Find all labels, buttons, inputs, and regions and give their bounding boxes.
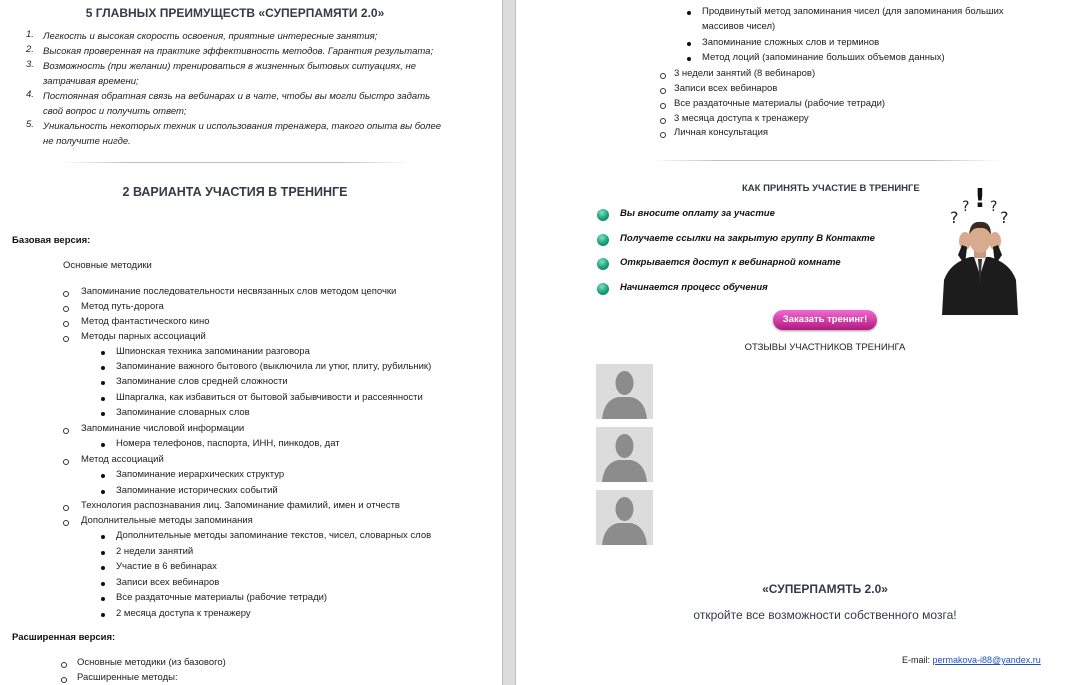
step-text: Вы вносите оплату за участие bbox=[620, 208, 775, 219]
variants-title: 2 ВАРИАНТА УЧАСТИЯ В ТРЕНИНГЕ bbox=[122, 185, 348, 199]
dot-bullet-icon bbox=[101, 566, 105, 570]
dot-bullet-icon bbox=[101, 490, 105, 494]
basic-version-label: Базовая версия: bbox=[12, 235, 91, 246]
dot-bullet-icon bbox=[101, 474, 105, 478]
dot-bullet-icon bbox=[101, 412, 105, 416]
email-link[interactable]: permakova-i88@yandex.ru bbox=[932, 655, 1041, 665]
thinking-man-illustration bbox=[940, 185, 1020, 315]
sub-list-item: Номера телефонов, паспорта, ИНН, пинкодов, дат bbox=[116, 438, 340, 449]
sub-list-item: 2 недели занятий bbox=[116, 546, 194, 557]
reviewer-avatar bbox=[596, 427, 653, 482]
list-item: Личная консультация bbox=[674, 127, 769, 138]
advantage-number: 1. bbox=[26, 29, 34, 40]
right-page bbox=[516, 0, 1065, 685]
advantage-text: Высокая проверенная на практике эффективность методов. Гарантия результата; bbox=[43, 46, 434, 57]
exclamation-icon: ! bbox=[974, 185, 986, 214]
list-item: 3 месяца доступа к тренажеру bbox=[674, 113, 809, 124]
dot-bullet-icon bbox=[687, 42, 691, 46]
list-item: Основные методики (из базового) bbox=[77, 657, 226, 668]
dot-bullet-icon bbox=[101, 613, 105, 617]
sub-list-item: Запоминание сложных слов и терминов bbox=[702, 37, 880, 48]
advantage-text: свой вопрос и получить ответ; bbox=[43, 106, 187, 117]
left-page bbox=[0, 0, 502, 685]
circle-bullet-icon bbox=[660, 118, 666, 124]
step-text: Получаете ссылки на закрытую группу В Контакте bbox=[620, 233, 875, 244]
sub-list-item: Все раздаточные материалы (рабочие тетради) bbox=[116, 592, 328, 603]
dot-bullet-icon bbox=[101, 597, 105, 601]
list-item: Дополнительные методы запоминания bbox=[81, 515, 253, 526]
advantages-title: 5 ГЛАВНЫХ ПРЕИМУЩЕСТВ «СУПЕРПАМЯТИ 2.0» bbox=[85, 6, 385, 20]
sub-list-item: Участие в 6 вебинарах bbox=[116, 561, 217, 572]
question-mark-icon: ? bbox=[950, 208, 959, 227]
dot-bullet-icon bbox=[101, 366, 105, 370]
advantage-number: 4. bbox=[26, 89, 34, 100]
dot-bullet-icon bbox=[101, 582, 105, 586]
user-silhouette-icon bbox=[596, 490, 653, 545]
step-bullet-icon bbox=[597, 234, 609, 246]
sub-list-item: Запоминание слов средней сложности bbox=[116, 376, 288, 387]
circle-bullet-icon bbox=[63, 291, 69, 297]
divider bbox=[60, 162, 410, 163]
basic-methods-label: Основные методики bbox=[63, 260, 152, 271]
advantage-text: Постоянная обратная связь на вебинарах и в чате, чтобы вы могли быстро задать bbox=[43, 91, 431, 102]
sub-list-item: Запоминание важного бытового (выключила ли утюг, плиту, рубильник) bbox=[116, 361, 432, 372]
dot-bullet-icon bbox=[101, 535, 105, 539]
email-line bbox=[902, 655, 1041, 665]
sub-list-item: Запоминание исторических событий bbox=[116, 485, 278, 496]
advantage-text: Уникальность некоторых техник и использования тренажера, такого опыта вы более bbox=[43, 121, 442, 132]
advantage-text: затрачивая времени; bbox=[43, 76, 139, 87]
advantage-number: 5. bbox=[26, 119, 34, 130]
sub-list-item: Записи всех вебинаров bbox=[116, 577, 220, 588]
step-text: Начинается процесс обучения bbox=[620, 282, 768, 293]
step-bullet-icon bbox=[597, 258, 609, 270]
sub-list-item: Шпаргалка, как избавиться от бытовой забывчивости и рассеянности bbox=[116, 392, 423, 403]
list-item: 3 недели занятий (8 вебинаров) bbox=[674, 68, 816, 79]
sub-list-item: Продвинутый метод запоминания чисел (для запоминания больших bbox=[702, 6, 1004, 17]
list-item: Все раздаточные материалы (рабочие тетради) bbox=[674, 98, 886, 109]
circle-bullet-icon bbox=[63, 336, 69, 342]
list-item: Запоминание последовательности несвязанных слов методом цепочки bbox=[81, 286, 397, 297]
circle-bullet-icon bbox=[61, 677, 67, 683]
list-item: Записи всех вебинаров bbox=[674, 83, 778, 94]
circle-bullet-icon bbox=[63, 321, 69, 327]
circle-bullet-icon bbox=[63, 520, 69, 526]
sub-list-item: Метод лоций (запоминание больших объемов данных) bbox=[702, 52, 945, 63]
sub-list-item: Запоминание иерархических структур bbox=[116, 469, 285, 480]
slogan: откройте все возможности собственного мозга! bbox=[693, 608, 957, 622]
reviewer-avatar bbox=[596, 364, 653, 419]
dot-bullet-icon bbox=[101, 551, 105, 555]
page-gutter bbox=[502, 0, 516, 685]
sub-list-item: 2 месяца доступа к тренажеру bbox=[116, 608, 251, 619]
dot-bullet-icon bbox=[101, 351, 105, 355]
reviewer-avatar bbox=[596, 490, 653, 545]
circle-bullet-icon bbox=[63, 306, 69, 312]
dot-bullet-icon bbox=[101, 397, 105, 401]
advantage-text: Возможность (при желании) тренироваться в жизненных бытовых ситуациях, не bbox=[43, 61, 417, 72]
dot-bullet-icon bbox=[101, 443, 105, 447]
sub-list-item: массивов чисел) bbox=[702, 21, 776, 32]
user-silhouette-icon bbox=[596, 364, 653, 419]
circle-bullet-icon bbox=[660, 103, 666, 109]
reviews-title: ОТЗЫВЫ УЧАСТНИКОВ ТРЕНИНГА bbox=[744, 342, 906, 353]
list-item: Запоминание числовой информации bbox=[81, 423, 245, 434]
dot-bullet-icon bbox=[687, 11, 691, 15]
list-item: Технология распознавания лиц. Запоминание фамилий, имен и отчеств bbox=[81, 500, 400, 511]
circle-bullet-icon bbox=[63, 459, 69, 465]
step-bullet-icon bbox=[597, 283, 609, 295]
advantage-text: Легкость и высокая скорость освоения, приятные интересные занятия; bbox=[43, 31, 378, 42]
list-item: Метод ассоциаций bbox=[81, 454, 164, 465]
sub-list-item: Шпионская техника запоминании разговора bbox=[116, 346, 310, 357]
svg-text:?: ? bbox=[990, 199, 998, 215]
svg-text:?: ? bbox=[1000, 208, 1009, 227]
circle-bullet-icon bbox=[63, 428, 69, 434]
extended-version-label: Расширенная версия: bbox=[12, 632, 116, 643]
advantage-text: не получите нигде. bbox=[43, 136, 131, 147]
dot-bullet-icon bbox=[687, 57, 691, 61]
circle-bullet-icon bbox=[61, 662, 67, 668]
svg-text:?: ? bbox=[962, 199, 970, 215]
advantage-number: 3. bbox=[26, 59, 34, 70]
list-item: Метод фантастического кино bbox=[81, 316, 210, 327]
divider bbox=[651, 160, 1001, 161]
circle-bullet-icon bbox=[660, 73, 666, 79]
how-to-join-title: КАК ПРИНЯТЬ УЧАСТИЕ В ТРЕНИНГЕ bbox=[742, 183, 920, 194]
circle-bullet-icon bbox=[660, 132, 666, 138]
order-training-button[interactable]: Заказать тренинг! bbox=[773, 310, 877, 330]
list-item: Расширенные методы: bbox=[77, 672, 178, 683]
circle-bullet-icon bbox=[660, 88, 666, 94]
dot-bullet-icon bbox=[101, 381, 105, 385]
email-label: E-mail: bbox=[902, 655, 931, 665]
user-silhouette-icon bbox=[596, 427, 653, 482]
step-bullet-icon bbox=[597, 209, 609, 221]
list-item: Метод путь-дорога bbox=[81, 301, 164, 312]
step-text: Открывается доступ к вебинарной комнате bbox=[620, 257, 841, 268]
advantage-number: 2. bbox=[26, 44, 34, 55]
brand-title: «СУПЕРПАМЯТЬ 2.0» bbox=[762, 582, 888, 596]
list-item: Методы парных ассоциаций bbox=[81, 331, 206, 342]
circle-bullet-icon bbox=[63, 505, 69, 511]
sub-list-item: Запоминание словарных слов bbox=[116, 407, 250, 418]
sub-list-item: Дополнительные методы запоминание текстов, чисел, словарных слов bbox=[116, 530, 432, 541]
